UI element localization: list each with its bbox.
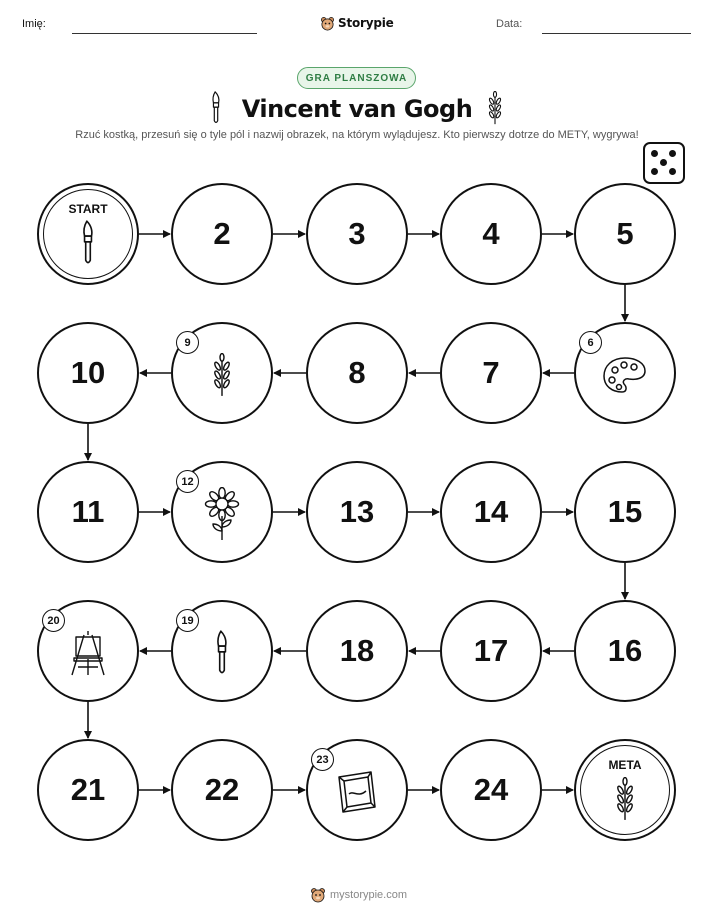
- canvas-icon: [334, 769, 380, 820]
- board-field-6: [574, 322, 676, 424]
- field-number: 8: [348, 355, 366, 390]
- field-number: 7: [482, 355, 500, 390]
- board-field-11: [37, 461, 139, 563]
- field-number: 2: [213, 216, 231, 251]
- board-field-19: [171, 600, 273, 702]
- field-number: 4: [482, 216, 500, 251]
- field-number: 18: [339, 633, 375, 668]
- field-number: 14: [473, 494, 509, 529]
- field-label: META: [608, 758, 642, 772]
- field-number: 10: [70, 355, 106, 390]
- easel-icon: [70, 629, 106, 682]
- board-field-5: [574, 183, 676, 285]
- board-field-20: [37, 600, 139, 702]
- board-field-15: [574, 461, 676, 563]
- wheat-icon: [210, 353, 234, 402]
- field-number-badge: 9: [176, 331, 199, 354]
- field-number: 24: [473, 772, 509, 807]
- field-number: 5: [616, 216, 634, 251]
- field-number-badge: 12: [176, 470, 199, 493]
- field-number: 21: [70, 772, 106, 807]
- page-title: Vincent van Gogh: [241, 95, 473, 123]
- footer: [310, 884, 407, 906]
- board-field-18: [306, 600, 408, 702]
- field-number: 15: [607, 494, 643, 529]
- field-number: 16: [607, 633, 643, 668]
- field-number: 13: [339, 494, 375, 529]
- board-field-22: [171, 739, 273, 841]
- board-field-7: [440, 322, 542, 424]
- category-badge: GRA PLANSZOWA: [297, 67, 416, 89]
- board-field-4: [440, 183, 542, 285]
- board-start: [37, 183, 139, 285]
- field-number: 3: [348, 216, 366, 251]
- name-label: Imię:: [22, 18, 46, 30]
- board-field-14: [440, 461, 542, 563]
- board-field-21: [37, 739, 139, 841]
- field-label: START: [68, 202, 108, 216]
- board-field-12: [171, 461, 273, 563]
- board-field-17: [440, 600, 542, 702]
- paintbrush-icon: [75, 220, 101, 271]
- palette-icon: [602, 355, 648, 400]
- field-number: 11: [71, 494, 105, 529]
- board-field-13: [306, 461, 408, 563]
- paintbrush-icon: [209, 630, 235, 681]
- field-number: 22: [204, 772, 240, 807]
- board-field-10: [37, 322, 139, 424]
- field-number-badge: 19: [176, 609, 199, 632]
- board-field-23: [306, 739, 408, 841]
- bear-icon: [310, 887, 326, 903]
- board-field-9: [171, 322, 273, 424]
- sunflower-icon: [202, 487, 242, 546]
- board-field-24: [440, 739, 542, 841]
- field-number-badge: 6: [579, 331, 602, 354]
- brand-name: Storypie: [338, 16, 394, 30]
- field-number: 17: [473, 633, 509, 668]
- board-meta: [574, 739, 676, 841]
- instructions: Rzuć kostką, przesuń się o tyle pól i nazwij obrazek, na którym wylądujesz. Kto pierwszy dotrze do METY, wygrywa!: [75, 129, 639, 141]
- footer-link[interactable]: mystorypie.com: [330, 889, 408, 901]
- date-label: Data:: [496, 18, 523, 30]
- board-field-16: [574, 600, 676, 702]
- board-field-8: [306, 322, 408, 424]
- field-number-badge: 23: [311, 748, 334, 771]
- board-field-3: [306, 183, 408, 285]
- wheat-icon: [613, 777, 637, 826]
- field-number-badge: 20: [42, 609, 65, 632]
- board-field-2: [171, 183, 273, 285]
